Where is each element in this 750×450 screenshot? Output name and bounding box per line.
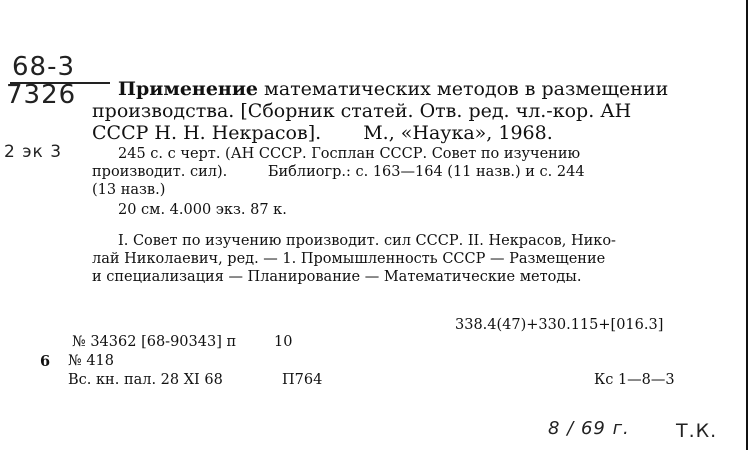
- publisher: М., «Наука», 1968.: [363, 122, 553, 144]
- title-line-1: [118, 78, 668, 100]
- tracings-line-2: лай Николаевич, ред. — 1. Промышленность СССР — Размещение: [92, 251, 606, 267]
- description-bibliography: Библиогр.: с. 163—164 (11 назв.) и с. 244: [267, 164, 585, 180]
- footer-press-code: П764: [282, 372, 323, 388]
- footer-number-prefix: 6: [40, 353, 51, 370]
- description-line-2: [92, 164, 585, 180]
- description-line-1: 245 с. с черт. (АН СССР. Госплан СССР. Совет по изучению: [118, 146, 581, 162]
- footer-number: № 418: [68, 353, 115, 369]
- handwritten-date-mark: 8 / 69 г.: [548, 418, 630, 439]
- handwritten-copies: 2 эк 3: [4, 142, 63, 162]
- title-line-1-rest: математических методов в размещении: [258, 78, 669, 100]
- title-line-2: производства. [Сборник статей. Отв. ред. чл.-кор. АН: [92, 100, 632, 122]
- footer-order-number: № 34362 [68-90343] п: [72, 334, 237, 350]
- handwritten-call-number-top: 68-3: [12, 52, 76, 82]
- tracings-line-3: и специализация — Планирование — Математические методы.: [92, 269, 582, 285]
- description-price: 20 см. 4.000 экз. 87 к.: [118, 202, 287, 218]
- title-line-3: [92, 122, 553, 144]
- title-lead: Применение: [118, 78, 258, 100]
- description-line-3: (13 назв.): [92, 182, 166, 198]
- classification-index: 338.4(47)+330.115+[016.3]: [455, 317, 664, 333]
- handwritten-call-number-bottom: 7326: [6, 80, 77, 110]
- handwritten-initials: Т.К.: [676, 420, 718, 442]
- description-series: производит. сил).: [92, 164, 228, 180]
- tracings-line-1: I. Совет по изучению производит. сил СССР. II. Некрасов, Нико-: [118, 233, 616, 249]
- footer-chamber-stamp: Вс. кн. пал. 28 XI 68: [68, 372, 223, 388]
- footer-order-count: 10: [274, 334, 293, 350]
- editor: СССР Н. Н. Некрасов].: [92, 122, 322, 144]
- footer-kc-code: Кс 1—8—3: [594, 372, 675, 388]
